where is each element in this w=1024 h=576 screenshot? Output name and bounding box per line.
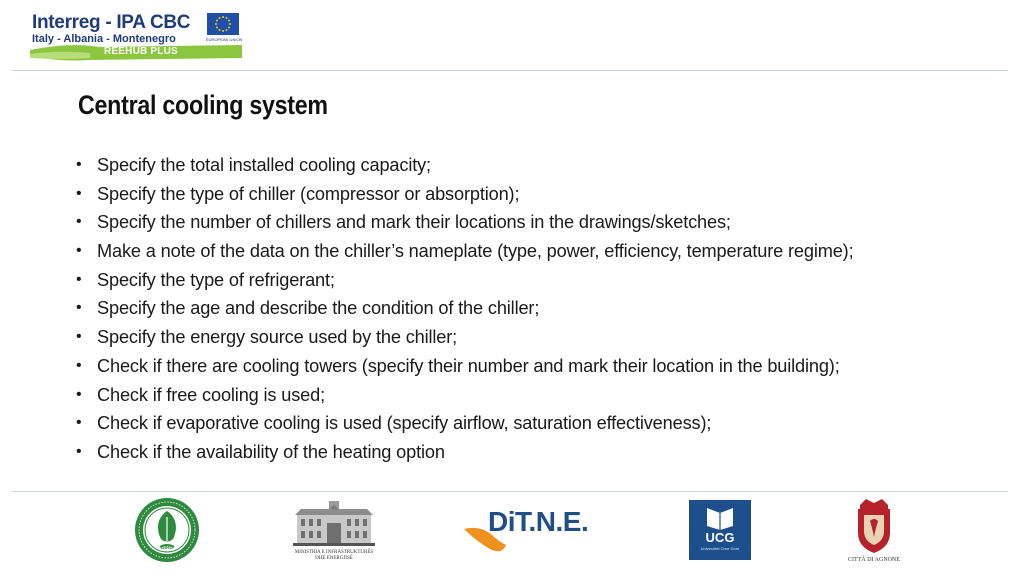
ditne-swoosh-logo: [462, 505, 597, 559]
eu-label: EUROPEAN UNION: [206, 37, 243, 42]
bullet-icon: •: [76, 385, 82, 403]
agnone-label: CITTÀ DI AGNONE: [848, 557, 900, 563]
list-item-text: Specify the age and describe the condition of the chiller;: [97, 298, 540, 319]
ucg-label: UCG: [705, 530, 735, 545]
bullet-icon: •: [76, 328, 82, 346]
ucg-subtitle: Univerzitet Crne Gore: [700, 546, 740, 551]
ucg-book-logo: [689, 500, 751, 560]
project-banner: [30, 44, 242, 62]
list-item: [76, 180, 976, 209]
bullet-icon: •: [76, 299, 82, 317]
bird-seal-logo: [134, 497, 200, 563]
list-item: [76, 323, 976, 352]
agnone-crest-logo: [846, 497, 902, 565]
ministry-name-line2: DHE ENERGJISË: [315, 556, 353, 561]
list-item-text: Check if there are cooling towers (specify their number and mark their location in the building);: [97, 355, 840, 376]
ministry-building-logo: [289, 499, 379, 565]
ditne-label: DiT.N.E.: [488, 506, 589, 537]
bullet-icon: •: [76, 414, 82, 432]
program-name: Interreg - IPA CBC: [32, 12, 191, 33]
list-item: [76, 381, 976, 410]
list-item: [76, 409, 976, 438]
bullet-icon: •: [76, 242, 82, 260]
list-item-text: Specify the type of chiller (compressor or absorption);: [97, 183, 520, 204]
program-countries: Italy - Albania - Montenegro: [32, 33, 176, 45]
interreg-logo: [30, 10, 242, 64]
list-item-text: Make a note of the data on the chiller’s nameplate (type, power, efficiency, temperature regime);: [97, 241, 854, 262]
bullet-icon: •: [76, 156, 82, 173]
list-item-text: Specify the number of chillers and mark their locations in the drawings/sketches;: [97, 212, 731, 233]
list-item: [76, 237, 976, 266]
bullet-list: [76, 151, 976, 467]
list-item: [76, 266, 976, 295]
header-divider: [12, 70, 1008, 71]
eu-flag-icon: [207, 13, 239, 35]
list-item: [76, 294, 976, 323]
bullet-icon: •: [76, 442, 82, 460]
bullet-icon: •: [76, 270, 82, 288]
list-item-text: Specify the total installed cooling capacity;: [97, 155, 431, 175]
bullet-icon: •: [76, 213, 82, 231]
list-item: [76, 151, 976, 180]
list-item: [76, 208, 976, 237]
list-item: [76, 438, 976, 467]
ministry-name-line1: MINISTRIA E INFRASTRUKTURËS: [294, 550, 374, 555]
project-name: REEHUB PLUS: [104, 46, 178, 57]
slide-title: Central cooling system: [78, 90, 328, 120]
bird-label: BIRD: [160, 545, 174, 551]
list-item: [76, 352, 976, 381]
list-item-text: Specify the energy source used by the chiller;: [97, 327, 458, 348]
bullet-icon: •: [76, 184, 82, 202]
list-item-text: Check if the availability of the heating option: [97, 441, 445, 462]
bullet-icon: •: [76, 356, 82, 374]
list-item-text: Check if evaporative cooling is used (specify airflow, saturation effectiveness);: [97, 413, 712, 434]
footer-divider: [12, 491, 1008, 492]
list-item-text: Specify the type of refrigerant;: [97, 269, 335, 290]
list-item-text: Check if free cooling is used;: [97, 384, 326, 405]
